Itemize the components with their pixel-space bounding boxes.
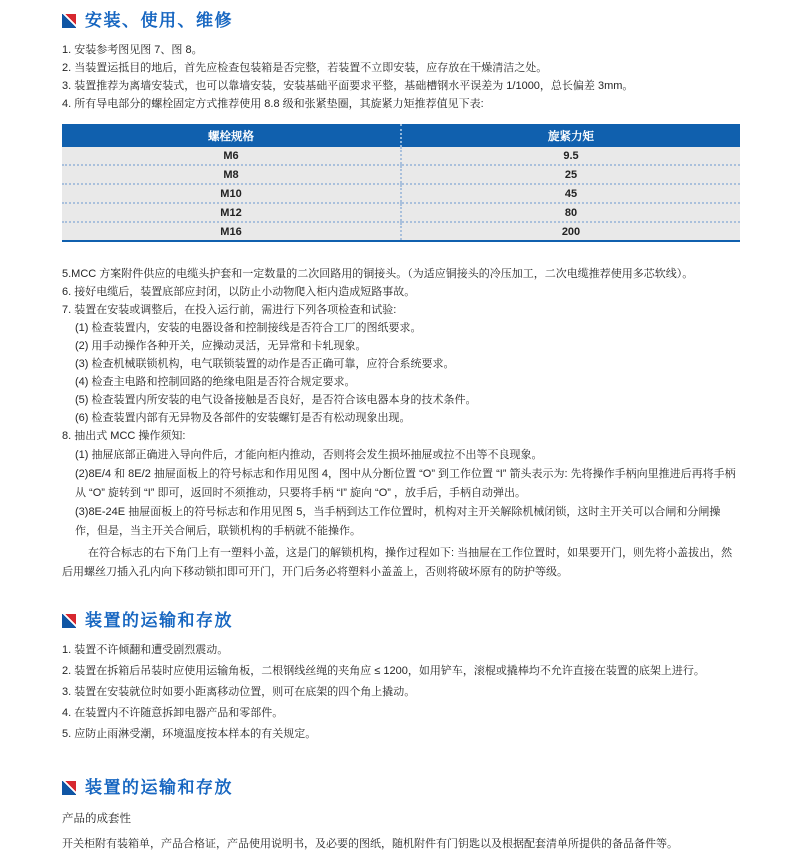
list-item: (6) 检查装置内部有无异物及各部件的安装螺钉是否有松动现象出现。 [75,412,411,424]
list-item: 4. 在装置内不许随意拆卸电器产品和零部件。 [62,707,284,719]
section-completeness-title [62,777,740,799]
table-cell: 45 [401,184,740,203]
list-item: 4. 所有导电部分的螺栓固定方式推荐使用 8.8 级和张紧垫圈，其旋紧力矩推荐值见下表: [62,98,484,110]
table-cell: 25 [401,165,740,184]
transport-list [62,641,740,743]
section-transport-title [62,610,740,632]
section-transport [62,610,740,743]
list-item: 3. 装置推荐为离墙安装式，也可以靠墙安装，安装基础平面要求平整，基础槽钢水平误差为 1/1000，总长偏差 3mm。 [62,80,634,92]
table-cell: 80 [401,203,740,222]
list-item: (5) 检查装置内所安装的电气设备接触是否良好，是否符合该电器本身的技术条件。 [75,394,477,406]
page-title: 安装、使用、维修 [85,11,233,30]
table-header-row [62,124,740,147]
list-item: 5. 应防止雨淋受潮，环境温度按本样本的有关规定。 [62,728,317,740]
table-cell: 200 [401,222,740,241]
list-item: 5.MCC 方案附件供应的电缆头护套和一定数量的二次回路用的铜接头。（为适应铜接头的冷压加工，二次电缆推荐使用多芯软线）。 [62,268,694,280]
table-cell: M12 [62,203,401,222]
note-paragraph: 在符合标志的右下角门上有一塑料小盖，这是门的解锁机构，操作过程如下: 当抽屉在工作位置时，如果要开门，则先将小盖拔出，然后用螺丝刀插入孔内向下移动锁扣即可开门，开门后务必将塑料小盖盖上，否则将破坏原有的防护等级。 [62,547,733,578]
body-text: 开关柜附有装箱单，产品合格证，产品使用说明书，及必要的图纸，随机附件有门钥匙以及根据配套清单所提供的备品备件等。 [62,838,678,850]
section-marker-icon [62,781,76,795]
list-item: 7. 装置在安装或调整后，在投入运行前，需进行下列各项检查和试验: [62,304,397,316]
list-item: (4) 检查主电路和控制回路的绝缘电阻是否符合规定要求。 [75,376,356,388]
list-item: (2) 用手动操作各种开关，应操动灵活，无异常和卡轧现象。 [75,340,367,352]
table-cell: 9.5 [401,147,740,165]
section-title: 装置的运输和存放 [85,611,233,630]
operation-notes-list [62,446,740,541]
list-item: (3)8E-24E 抽屉面板上的符号标志和作用见图 5，当手柄到达工作位置时，机构对主开关解除机械闭锁，这时主开关可以合闸和分闸操作，但是，当主开关合闸后，联锁机构的手柄就不能操作。 [75,506,721,537]
section-completeness [62,777,740,853]
table-cell: M6 [62,147,401,165]
list-item: (3) 检查机械联锁机构，电气联锁装置的动作是否正确可靠，应符合系统要求。 [75,358,455,370]
list-item: 8. 抽出式 MCC 操作须知: [62,430,186,442]
table-row [62,203,740,222]
table-row [62,222,740,241]
table-header-cell: 螺栓规格 [62,124,401,147]
list-item: (1) 检查装置内，安装的电器设备和控制接线是否符合工厂的图纸要求。 [75,322,422,334]
list-item: 2. 当装置运抵目的地后，首先应检查包装箱是否完整，若装置不立即安装，应存放在干燥清洁之处。 [62,62,548,74]
list-item: 1. 装置不许倾翻和遭受剧烈震动。 [62,644,229,656]
installation-list [62,41,740,113]
subtitle: 产品的成套性 [62,813,131,825]
section-title: 装置的运输和存放 [85,778,233,797]
table-header-cell: 旋紧力矩 [401,124,740,147]
list-item: 3. 装置在安装就位时如要小距离移动位置，则可在底架的四个角上撬动。 [62,686,416,698]
list-item: 2. 装置在拆箱后吊装时应使用运输角板，二根钢线丝绳的夹角应 ≤ 1200，如用铲车，滚棍或撬棒均不允许直接在装置的底架上进行。 [62,665,705,677]
installation-list-continued [62,265,740,319]
list-item: 1. 安装参考图见图 7、图 8。 [62,44,203,56]
list-item: 6. 接好电缆后，装置底部应封闭，以防止小动物爬入柜内造成短路事故。 [62,286,416,298]
table-row [62,184,740,203]
table-row [62,147,740,165]
list-item: (1) 抽屉底部正确进入导向件后，才能向柜内推动，否则将会发生损坏抽屉或拉不出等不良现象。 [75,449,543,461]
table-cell: M8 [62,165,401,184]
section-installation-title [62,10,740,32]
table-row [62,165,740,184]
section-marker-icon [62,14,76,28]
list-item: (2)8E/4 和 8E/2 抽屉面板上的符号标志和作用见图 4，图中从分断位置 “O” 到工作位置 “I” 箭头表示为: 先将操作手柄向里推进后再将手柄从 “O” 旋转到 “I” 即可，返回时不须推动，只要将手柄 “I” 旋向 “O” ，放手后，手柄自动弹出。 [75,468,736,499]
check-list [62,319,740,427]
table-cell: M10 [62,184,401,203]
table-cell: M16 [62,222,401,241]
torque-table [62,124,740,242]
section-marker-icon [62,614,76,628]
